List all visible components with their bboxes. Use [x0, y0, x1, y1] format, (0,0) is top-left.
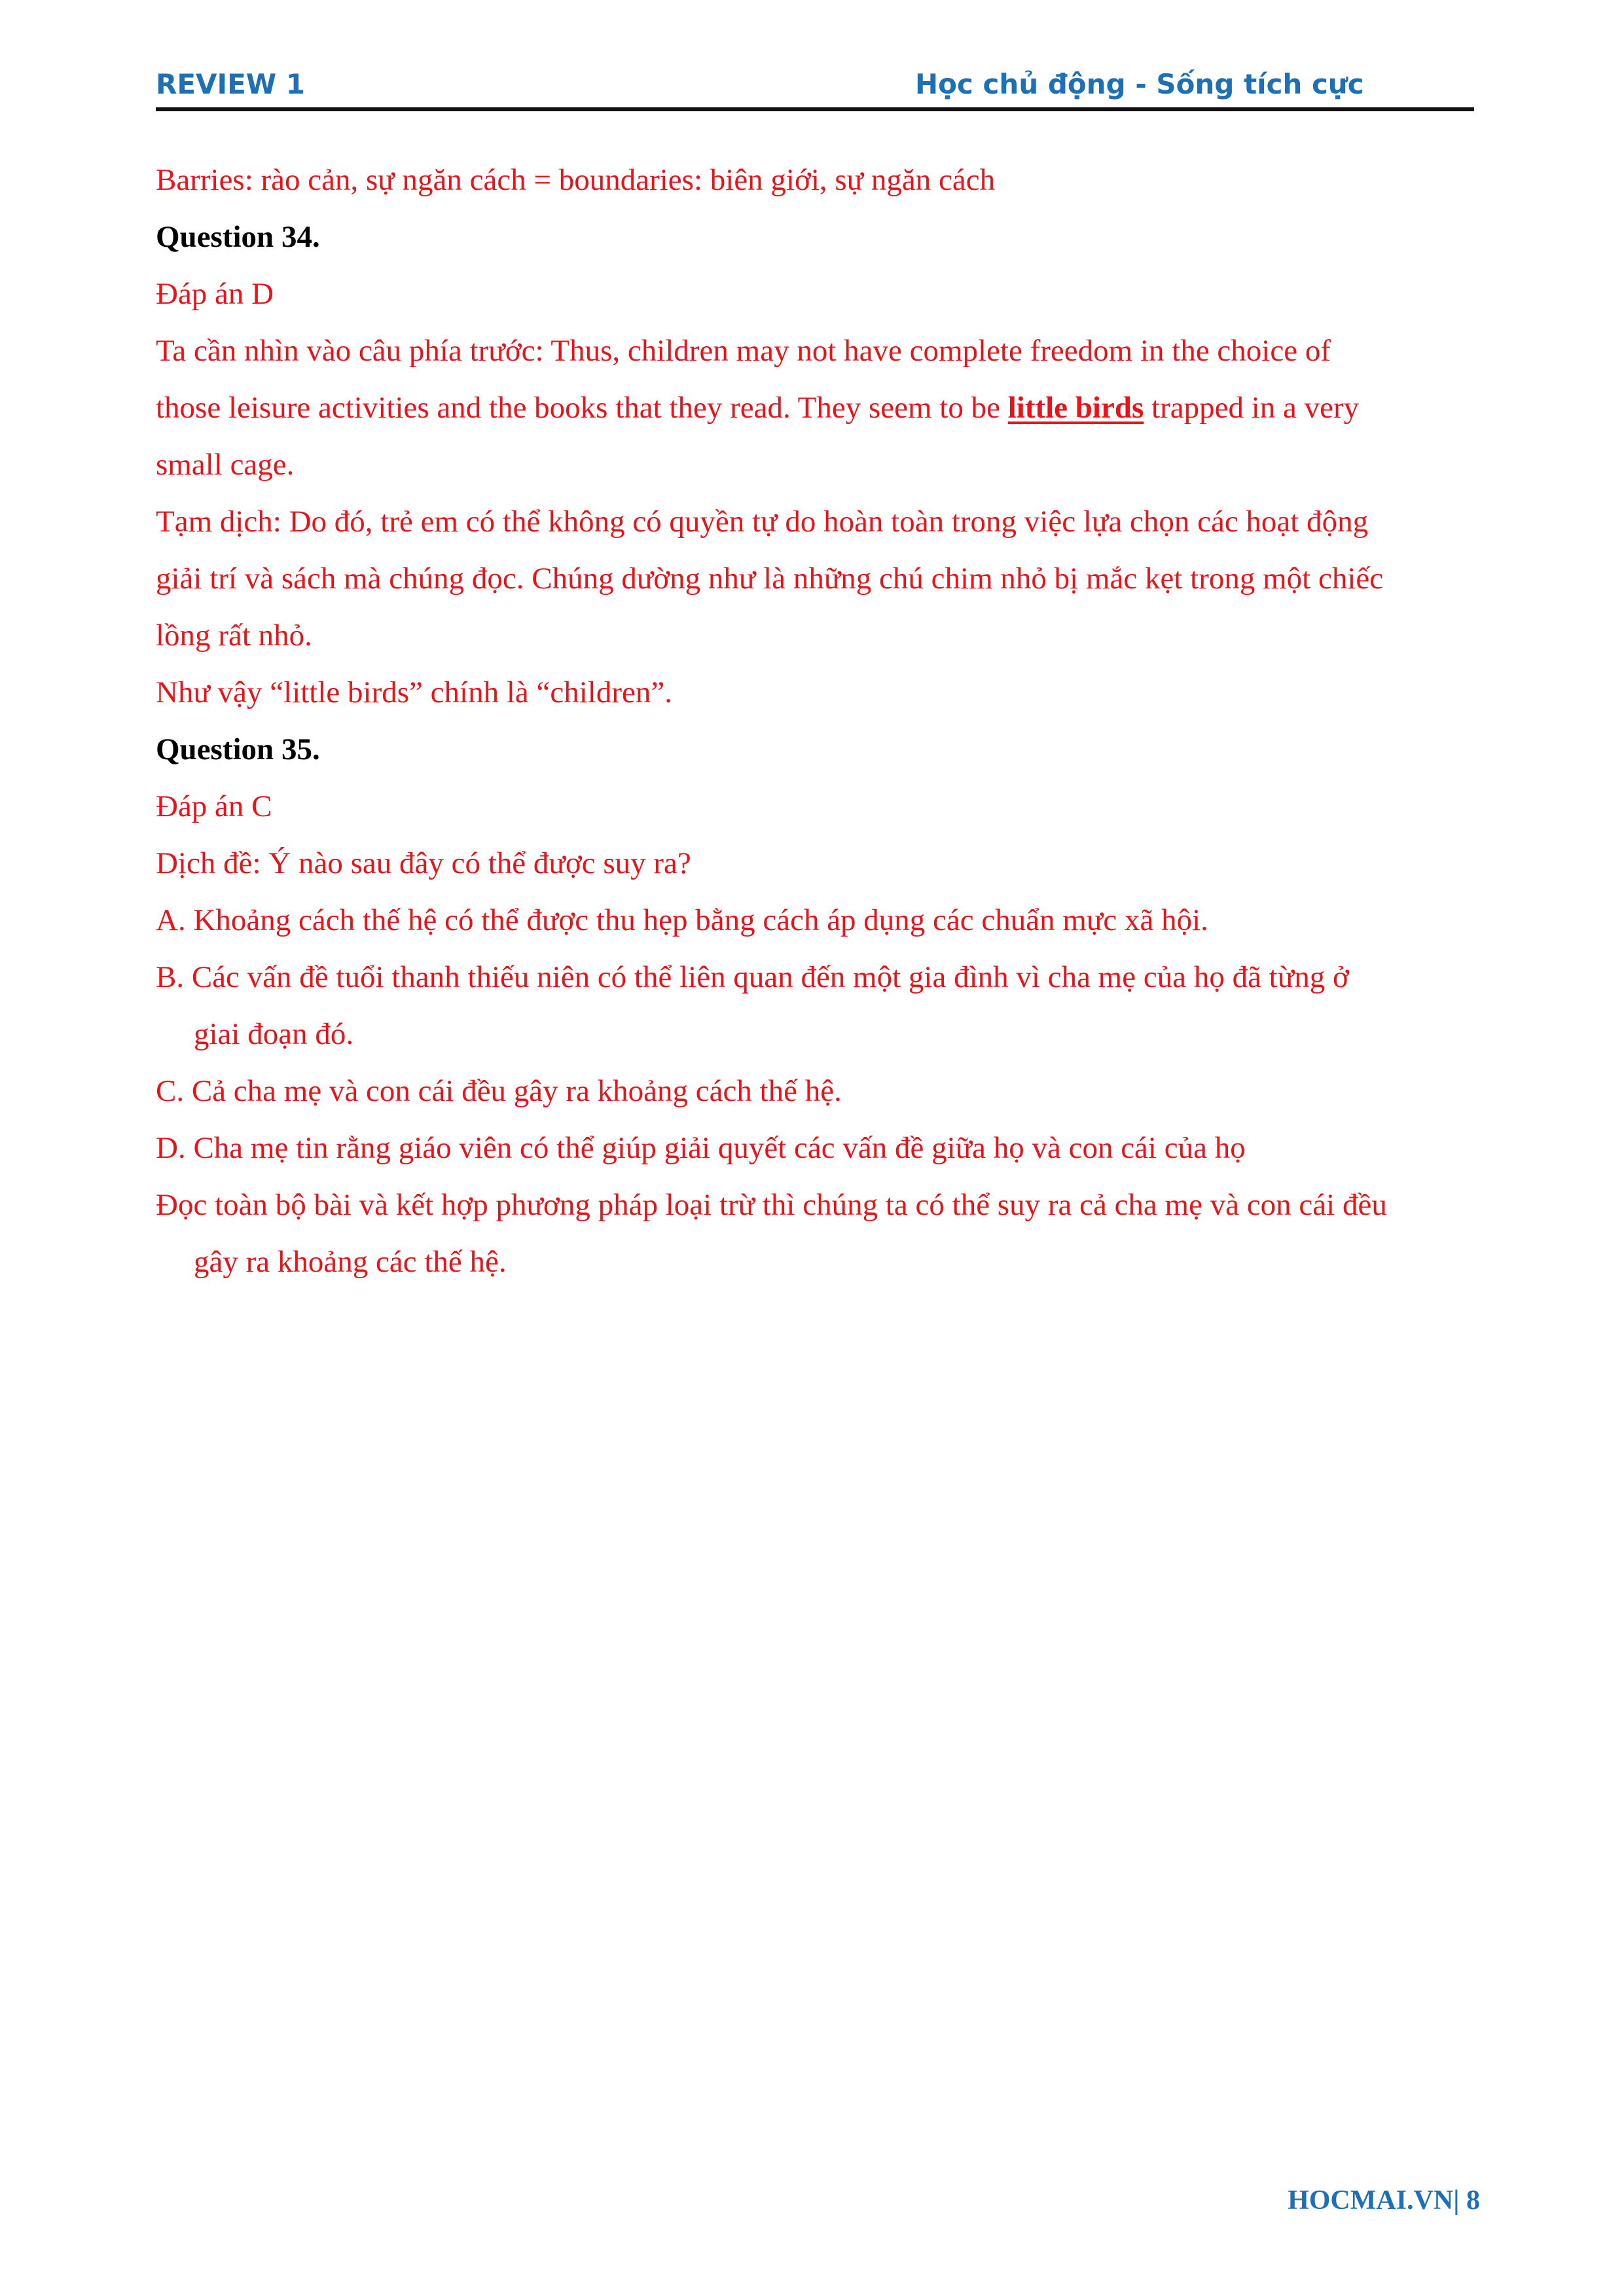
- question-35-option-d: D. Cha mẹ tin rằng giáo viên có thể giúp giải quyết các vấn đề giữa họ và con cái của họ: [156, 1131, 1246, 1165]
- question-34-translation-line-3: lồng rất nhỏ.: [156, 619, 312, 653]
- question-35-option-b-line-2: giai đoạn đó.: [194, 1017, 354, 1051]
- question-34-translation-line-1: Tạm dịch: Do đó, trẻ em có thể không có quyền tự do hoàn toàn trong việc lựa chọn các hoạt động: [156, 505, 1369, 539]
- question-34-explanation-line-3: small cage.: [156, 448, 295, 482]
- question-35-prompt: Dịch đề: Ý nào sau đây có thể được suy ra?: [156, 846, 691, 880]
- document-body: [156, 152, 1485, 1291]
- explanation-text: those leisure activities and the books that they read. They seem to be: [156, 391, 1008, 425]
- question-35-answer: Đáp án C: [156, 789, 272, 823]
- question-34-explanation-line-2: [156, 380, 1485, 437]
- page-header: [156, 68, 1474, 114]
- question-35-option-c: C. Cả cha mẹ và con cái đều gây ra khoảng cách thế hệ.: [156, 1074, 842, 1108]
- explanation-text: trapped in a very: [1144, 391, 1360, 425]
- question-34-heading: Question 34.: [156, 220, 320, 254]
- question-34-answer: Đáp án D: [156, 277, 274, 311]
- question-35-option-a: A. Khoảng cách thế hệ có thể được thu hẹp bằng cách áp dụng các chuẩn mực xã hội.: [156, 903, 1208, 937]
- highlighted-phrase: little birds: [1007, 391, 1144, 425]
- header-divider: [156, 107, 1474, 111]
- question-34-explanation-line-1: Ta cần nhìn vào câu phía trước: Thus, children may not have complete freedom in the choice of: [156, 334, 1331, 368]
- page-footer: HOCMAI.VN| 8: [1288, 2185, 1480, 2215]
- question-35-conclusion-line-1: Đọc toàn bộ bài và kết hợp phương pháp loại trừ thì chúng ta có thể suy ra cả cha mẹ và con cái đều: [156, 1188, 1387, 1222]
- question-34-conclusion: Như vậy “little birds” chính là “children”.: [156, 675, 672, 709]
- question-34-translation-line-2: giải trí và sách mà chúng đọc. Chúng dường như là những chú chim nhỏ bị mắc kẹt trong một chiếc: [156, 562, 1384, 596]
- header-slogan: Học chủ động - Sống tích cực: [915, 68, 1364, 100]
- barries-definition: Barries: rào cản, sự ngăn cách = boundaries: biên giới, sự ngăn cách: [156, 163, 996, 197]
- header-review-title: REVIEW 1: [156, 68, 306, 100]
- question-35-conclusion-line-2: gây ra khoảng các thế hệ.: [194, 1245, 507, 1279]
- question-35-heading: Question 35.: [156, 732, 320, 766]
- question-35-option-b-line-1: B. Các vấn đề tuổi thanh thiếu niên có thể liên quan đến một gia đình vì cha mẹ của họ đã từng ở: [156, 960, 1349, 994]
